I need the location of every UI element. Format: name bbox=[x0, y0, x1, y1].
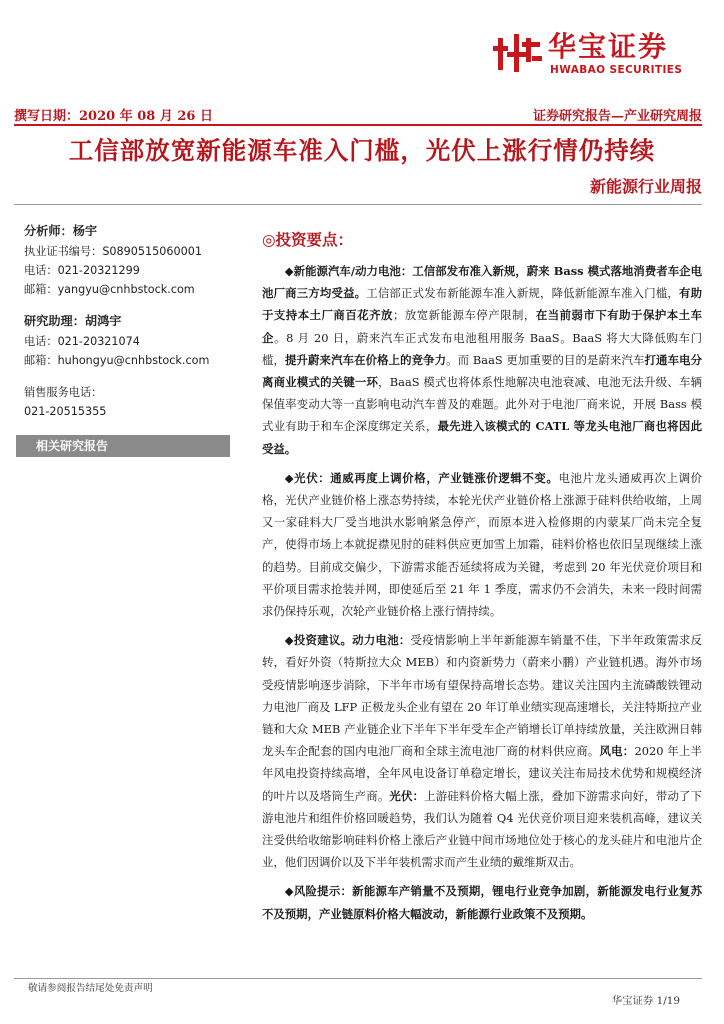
disclaimer-note: 敬请参阅报告结尾处免责声明 bbox=[28, 983, 153, 994]
page-title: 工信部放宽新能源车准入门槛，光伏上涨行情仍持续 bbox=[68, 136, 656, 165]
sales-phone: 021-20515355 bbox=[24, 405, 107, 418]
paragraph-run: 提升蔚来汽车在价格上的竞争力 bbox=[285, 352, 447, 367]
paragraph-run: 光伏： bbox=[389, 788, 425, 803]
hwabao-logo-icon bbox=[492, 32, 544, 74]
page-number: 华宝证券 1/19 bbox=[611, 995, 680, 1007]
paragraph-run: 有助于支持本土厂商百花齐放 bbox=[262, 286, 702, 323]
paragraph-run: 。8 月 20 日，蔚来汽车正式发布电池租用服务 BaaS。BaaS 将大大降低购车门槛， bbox=[262, 330, 702, 367]
investment-highlights bbox=[262, 228, 702, 932]
brand-logo bbox=[492, 30, 702, 78]
analyst-cert: 执业证书编号：S0890515060001 bbox=[24, 245, 202, 258]
paragraph-run: 电池片龙头通威再次上调价格，光伏产业链价格上涨态势持续，本轮光伏产业链价格上涨源于硅料供给收缩，上周又一家硅料大厂受当地洪水影响紧急停产，而原本进入检修期的内蒙某厂尚未完全复产，使得市场上本就捉襟见肘的硅料供应更加雪上加霜，硅料价格也依旧呈现继续上涨的趋势。目前成交偏少，下游需求能否延续将成为关键，考虑到 20 年光伏竞价项目和平价项目需求抢装并网，即使延后至 21 年 1 季度，需求仍不会消失，未来一段时间需求仍保持乐观，次轮产业链价格上涨行情持续。 bbox=[262, 470, 702, 619]
report-date: 撰写日期：2020 年 08 月 26 日 bbox=[14, 108, 213, 124]
page-subtitle: 新能源行业周报 bbox=[589, 177, 702, 196]
paragraph-run: 受疫情影响上半年新能源车销量不佳，下半年政策需求反转，看好外资（特斯拉大众 MEB）和内资新势力（蔚来小鹏）产业链机遇。海外市场受疫情影响逐步消除，下半年市场有望保持高增长态势。建议关注国内主流磷酸铁锂动力电池厂商及 LFP 正极龙头企业有望在 20 年订单业绩实现高速增长，关注特斯拉产业链和大众 MEB 产业链企业下半年下半年受车企产销增长订单持续放量，关注欧洲日韩龙头车企配套的国内电池厂商和全球主流电池厂商的材料供应商。 bbox=[262, 633, 702, 759]
report-type: 证券研究报告—产业研究周报 bbox=[532, 108, 702, 124]
paragraph-run: ◆光伏：通威再度上调价格，产业链涨价逻辑不变。 bbox=[284, 470, 559, 485]
paragraph-run: ◆新能源汽车/动力电池：工信部发布准入新规，蔚来 Bass 模式落地消费者车企电池厂商三方均受益。 bbox=[262, 264, 702, 301]
paragraph-run: 风电： bbox=[599, 744, 635, 759]
analyst-role: 分析师：杨宇 bbox=[24, 224, 98, 238]
paragraph-run: 2020 年上半年风电投资持续高增，全年风电设备订单稳定增长，建议关注布局技术优势和规模经济的叶片以及塔筒生产商。 bbox=[262, 744, 702, 803]
highlight-paragraph bbox=[262, 467, 702, 622]
paragraph-run: 。而 BaaS 更加重要的目的是蔚来汽车 bbox=[446, 352, 645, 367]
brand-name-cn: 华宝证券 bbox=[548, 30, 669, 63]
highlight-paragraph bbox=[262, 260, 702, 460]
paragraph-run: 最先进入该模式的 CATL 等龙头电池厂商也将因此受益。 bbox=[262, 419, 702, 456]
assistant-email: 邮箱：huhongyu@cnhbstock.com bbox=[24, 354, 210, 367]
analyst-email: 邮箱：yangyu@cnhbstock.com bbox=[24, 283, 195, 296]
paragraph-run: ◆投资建议。动力电池： bbox=[284, 633, 411, 648]
paragraph-run: ，BaaS 模式也将体系性地解决电池衰减、电池无法升级、车辆保值率变动大等一直影响电动汽车普及的难题。此外对于电池厂商来说，开展 Bass 模式业有助于和车企深度绑定关系， bbox=[262, 375, 702, 434]
brand-name-en: HWABAO SECURITIES bbox=[550, 64, 683, 76]
highlight-paragraph bbox=[262, 880, 702, 924]
highlights-body bbox=[262, 260, 702, 925]
assistant-role: 研究助理：胡鸿宇 bbox=[24, 314, 122, 328]
highlight-paragraph bbox=[262, 629, 702, 873]
paragraph-run: 工信部正式发布新能源车准入新规，降低新能源车准入门槛， bbox=[366, 286, 679, 301]
header-divider bbox=[14, 124, 702, 126]
header-meta-row bbox=[14, 104, 702, 124]
highlights-heading: ◎投资要点： bbox=[262, 230, 354, 249]
footer-divider bbox=[14, 978, 702, 979]
sales-label: 销售服务电话： bbox=[24, 386, 103, 399]
title-divider bbox=[14, 204, 702, 205]
paragraph-run: ；放宽新能源车停产限制， bbox=[392, 308, 536, 323]
related-reports-header: 相关研究报告 bbox=[16, 435, 230, 457]
paragraph-run: 打通车电分离商业模式的关键一环 bbox=[262, 352, 702, 390]
paragraph-run: 上游硅料价格大幅上涨，叠加下游需求向好，带动了下游电池片和组件价格回暖趋势，我们认为随着 Q4 光伏竞价项目迎来装机高峰，建议关注受供给收缩影响硅料价格上涨后产业链中间市场地位处于核心的龙头硅片和电池片企业，他们因调价以及下半年装机需求而产生业绩的戴维斯双击。 bbox=[262, 788, 702, 870]
assistant-phone: 电话：021-20321074 bbox=[24, 335, 140, 348]
paragraph-run: ◆风险提示：新能源车产销量不及预期，锂电行业竞争加剧，新能源发电行业复苏不及预期，产业链原料价格大幅波动，新能源行业政策不及预期。 bbox=[262, 884, 702, 921]
paragraph-run: 在当前弱市下有助于保护本土车企 bbox=[262, 308, 702, 345]
author-sidebar bbox=[24, 222, 236, 457]
analyst-phone: 电话：021-20321299 bbox=[24, 264, 140, 277]
